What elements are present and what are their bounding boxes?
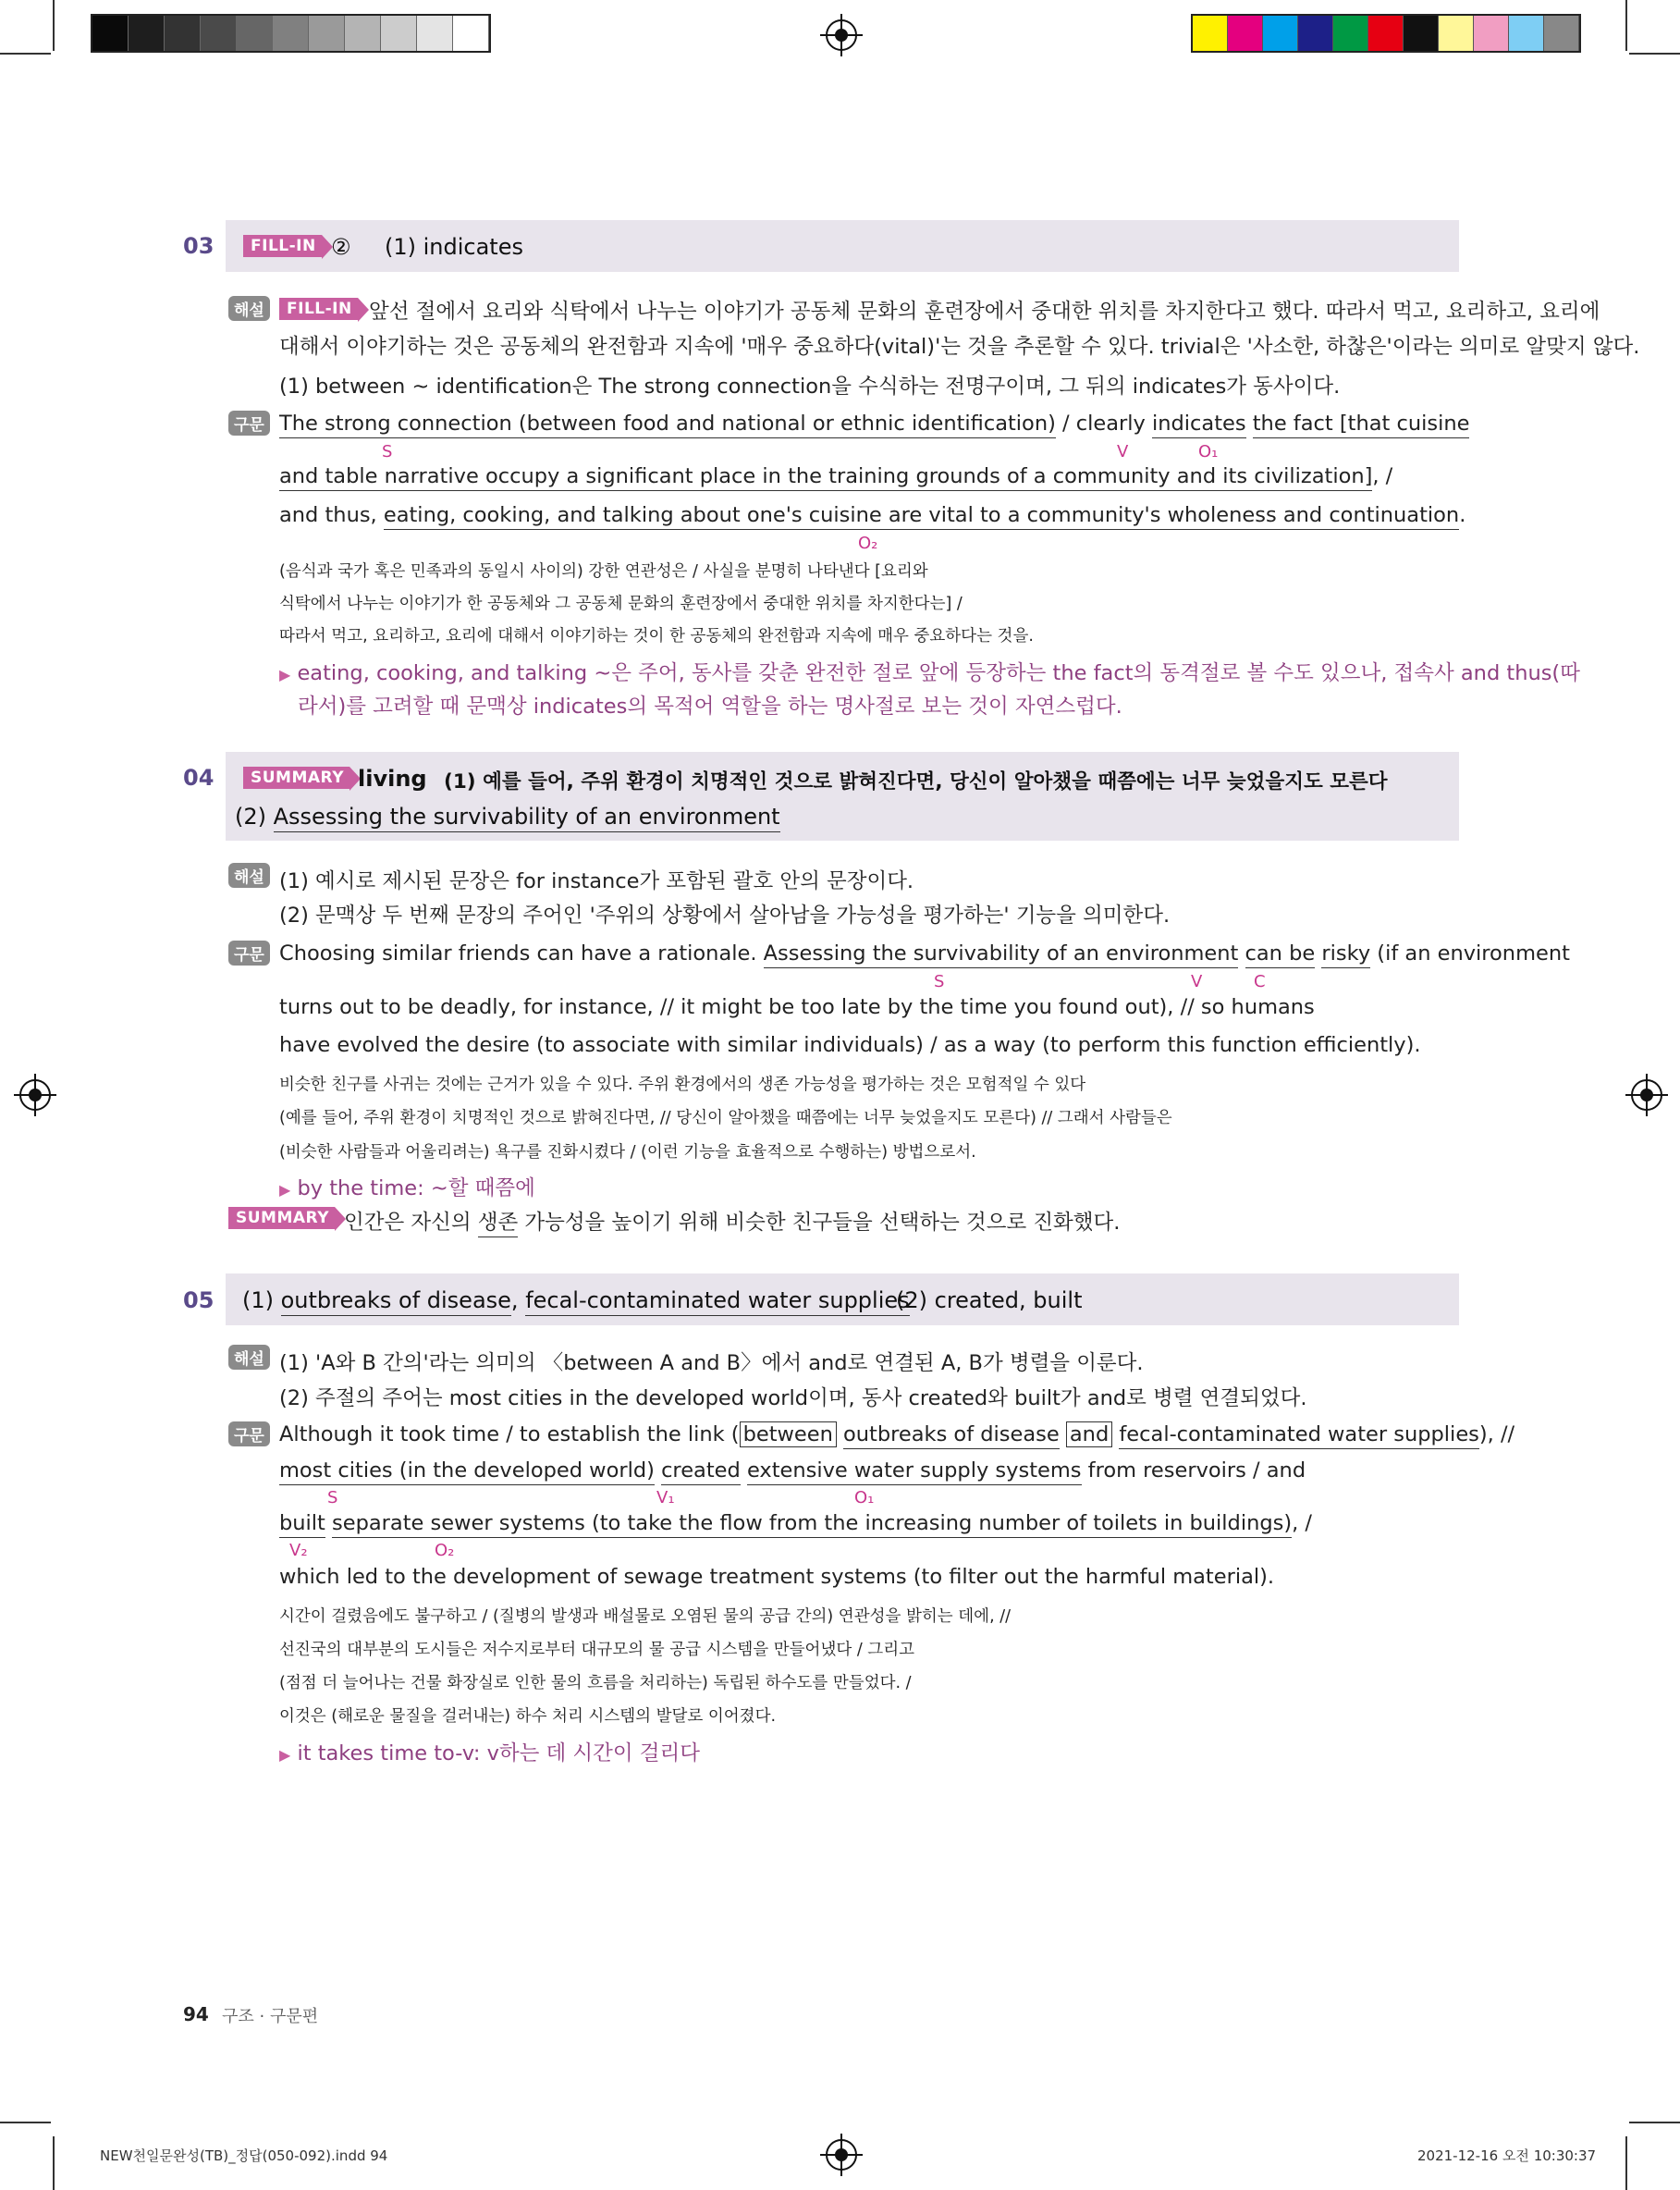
text-fragment: , / xyxy=(1292,1511,1313,1535)
explanation-line: (1) 예시로 제시된 문장은 for instance가 포함된 괄호 안의 문장이다. xyxy=(279,869,914,893)
crop-mark xyxy=(53,2136,55,2190)
translation-line: 선진국의 대부분의 도시들은 저수지로부터 대규모의 물 공급 시스템을 만들어냈다 / 그리고 xyxy=(279,1641,915,1659)
fill-in-tag: FILL-IN xyxy=(243,235,322,257)
object-phrase: and table narrative occupy a significant place in the training grounds of a community and its civilization] xyxy=(279,464,1372,491)
explanation-tag: 해설 xyxy=(228,1345,270,1370)
text-fragment xyxy=(1060,1422,1066,1446)
object-label: O₂ xyxy=(858,534,878,553)
text-fragment: . xyxy=(1459,503,1466,527)
grey-swatch xyxy=(201,16,237,51)
summary-tag: SUMMARY xyxy=(228,1207,335,1229)
answer-choice: ② xyxy=(331,234,351,260)
verb-label: V₂ xyxy=(289,1541,308,1560)
note-line xyxy=(279,657,1580,686)
text-fragment xyxy=(1238,941,1245,966)
subject-phrase: The strong connection (between food and national or ethnic identification) xyxy=(279,412,1056,438)
syntax-tag: 구문 xyxy=(228,941,270,966)
answer-text: (1) 예를 들어, 주위 환경이 치명적인 것으로 밝혀진다면, 당신이 알아챘을 때쯤에는 너무 늦었을지도 모른다 xyxy=(444,770,1388,794)
note-line xyxy=(279,1172,535,1201)
color-swatch xyxy=(1368,16,1404,51)
text-fragment xyxy=(837,1422,843,1446)
registration-mark-icon xyxy=(1631,1079,1662,1111)
answer-text xyxy=(235,804,780,830)
crop-mark xyxy=(1625,2136,1627,2190)
boxed-word: between xyxy=(740,1421,837,1447)
syntax-tag: 구문 xyxy=(228,411,270,436)
color-swatch xyxy=(1228,16,1263,51)
note-text: eating, cooking, and talking ~은 주어, 동사를 갖춘 완전한 절로 앞에 등장하는 the fact의 동격절로 볼 수도 있으나, 접속사 and thus(따 xyxy=(297,661,1580,685)
answer-text: (2) created, built xyxy=(896,1287,1083,1313)
text-fragment: and thus, xyxy=(279,503,384,527)
sentence-line xyxy=(279,941,1570,966)
text-fragment: (if an environment xyxy=(1370,941,1570,966)
answer-phrase: Assessing the survivability of an environment xyxy=(274,804,780,832)
grey-swatch xyxy=(237,16,273,51)
registration-mark-icon xyxy=(826,2139,857,2171)
translation-line: 비슷한 친구를 사귀는 것에는 근거가 있을 수 있다. 주위 환경에서의 생존 가능성을 평가하는 것은 모험적일 수 있다 xyxy=(279,1076,1086,1094)
question-number: 04 xyxy=(183,765,215,791)
registration-mark-icon xyxy=(19,1079,51,1111)
summary-line xyxy=(344,1206,1120,1236)
explanation-line: (1) between ~ identification은 The strong connection을 수식하는 전명구이며, 그 뒤의 indicates가 동사이다. xyxy=(279,375,1341,399)
note-line xyxy=(279,1737,700,1766)
text-fragment xyxy=(741,1458,747,1483)
text-fragment: from reservoirs / and xyxy=(1081,1458,1306,1483)
translation-line: (점점 더 늘어나는 건물 화장실로 인한 물의 흐름을 처리하는) 독립된 하수도를 만들었다. / xyxy=(279,1674,912,1692)
sentence-line xyxy=(279,412,1469,436)
object-label: O₁ xyxy=(854,1488,875,1507)
color-swatch xyxy=(1193,16,1228,51)
verb-phrase: built xyxy=(279,1511,325,1538)
summary-keyword: 생존 xyxy=(478,1211,518,1237)
text-fragment: ), // xyxy=(1478,1422,1515,1446)
parallel-phrase: fecal-contaminated water supplies xyxy=(1119,1422,1479,1449)
color-swatch xyxy=(1474,16,1509,51)
text-fragment: Although it took time / to establish the link ( xyxy=(279,1422,740,1446)
text-fragment: 가능성을 높이기 위해 비슷한 친구들을 선택하는 것으로 진화했다. xyxy=(518,1211,1121,1235)
fill-in-tag: FILL-IN xyxy=(279,298,358,320)
grey-swatch xyxy=(92,16,129,51)
answer-text: (1) indicates xyxy=(385,234,523,260)
object-label: O₁ xyxy=(1198,442,1219,461)
subject-phrase: most cities (in the developed world) xyxy=(279,1458,655,1485)
complement-phrase: risky xyxy=(1321,941,1370,968)
crop-mark xyxy=(1629,53,1680,55)
question-number: 03 xyxy=(183,233,215,259)
explanation-line: (2) 주절의 주어는 most cities in the developed world이며, 동사 created와 built가 and로 병렬 연결되었다. xyxy=(279,1386,1307,1410)
answer-text xyxy=(242,1287,910,1313)
print-date: 2021-12-16 오전 10:30:37 xyxy=(1417,2147,1597,2164)
grey-swatch xyxy=(417,16,453,51)
color-swatch xyxy=(1333,16,1368,51)
explanation-line: (1) 'A와 B 간의'라는 의미의 〈between A and B〉에서 and로 연결된 A, B가 병렬을 이룬다. xyxy=(279,1351,1144,1375)
explanation-tag: 해설 xyxy=(228,296,270,321)
text-fragment: , xyxy=(510,1287,526,1313)
explanation-line: 앞선 절에서 요리와 식탁에서 나누는 이야기가 공동체 문화의 훈련장에서 중대한 위치를 차지한다고 했다. 따라서 먹고, 요리하고, 요리에 xyxy=(369,300,1600,324)
text-fragment: 인간은 자신의 xyxy=(344,1211,478,1235)
explanation-line: (2) 문맥상 두 번째 문장의 주어인 '주위의 상황에서 살아남을 가능성을 평가하는' 기능을 의미한다. xyxy=(279,904,1171,928)
subject-phrase: Assessing the survivability of an environment xyxy=(764,941,1239,968)
answer-phrase: fecal-contaminated water supplies xyxy=(525,1287,909,1316)
verb-label: V₁ xyxy=(656,1488,675,1507)
sentence-line xyxy=(279,1422,1514,1446)
color-calibration-strip xyxy=(1191,14,1581,53)
sentence-line xyxy=(279,1458,1306,1483)
text-fragment xyxy=(325,1511,332,1535)
registration-mark-icon xyxy=(826,19,857,51)
grey-swatch xyxy=(273,16,309,51)
grey-swatch xyxy=(381,16,417,51)
sentence-line: which led to the development of sewage treatment systems (to filter out the harmful material). xyxy=(279,1565,1275,1589)
grey-swatch xyxy=(309,16,345,51)
translation-line: (음식과 국가 혹은 민족과의 동일시 사이의) 강한 연관성은 / 사실을 분명히 나타낸다 [요리와 xyxy=(279,562,928,581)
crop-mark xyxy=(53,0,55,51)
note-text: it takes time to-v: v하는 데 시간이 걸리다 xyxy=(297,1741,700,1766)
grey-swatch xyxy=(165,16,201,51)
complement-label: C xyxy=(1254,972,1266,991)
grey-calibration-strip xyxy=(91,14,491,53)
text-fragment: (1) xyxy=(242,1287,281,1313)
note-text: by the time: ~할 때쯤에 xyxy=(297,1176,535,1200)
text-fragment: (2) xyxy=(235,804,274,830)
verb-phrase: indicates xyxy=(1152,412,1246,438)
syntax-tag: 구문 xyxy=(228,1421,270,1446)
crop-mark xyxy=(1629,2122,1680,2123)
color-swatch xyxy=(1298,16,1333,51)
verb-phrase: can be xyxy=(1245,941,1316,968)
translation-line: (예를 들어, 주위 환경이 치명적인 것으로 밝혀진다면, // 당신이 알아챘을 때쯤에는 너무 늦었을지도 모른다) // 그래서 사람들은 xyxy=(279,1109,1172,1127)
grey-swatch xyxy=(345,16,381,51)
crop-mark xyxy=(1625,0,1627,51)
file-info: NEW천일문완성(TB)_정답(050-092).indd 94 xyxy=(100,2147,388,2164)
boxed-word: and xyxy=(1066,1421,1112,1447)
translation-line: (비슷한 사람들과 어울리려는) 욕구를 진화시켰다 / (이런 기능을 효율적으로 수행하는) 방법으로서. xyxy=(279,1143,976,1162)
answer-word: living xyxy=(358,766,427,792)
text-fragment xyxy=(655,1458,661,1483)
translation-line: 따라서 먹고, 요리하고, 요리에 대해서 이야기하는 것이 한 공동체의 완전함과 지속에 매우 중요하다는 것을. xyxy=(279,627,1034,646)
color-swatch xyxy=(1544,16,1579,51)
crop-mark xyxy=(0,53,51,55)
color-swatch xyxy=(1404,16,1439,51)
grey-swatch xyxy=(129,16,165,51)
grey-swatch xyxy=(453,16,489,51)
color-swatch xyxy=(1509,16,1544,51)
subject-label: S xyxy=(382,442,393,461)
text-fragment: / clearly xyxy=(1055,412,1152,436)
text-fragment xyxy=(1246,412,1253,436)
parallel-phrase: outbreaks of disease xyxy=(843,1422,1060,1449)
note-line: 라서)를 고려할 때 문맥상 indicates의 목적어 역할을 하는 명사절로 보는 것이 자연스럽다. xyxy=(298,695,1122,719)
verb-phrase: created xyxy=(661,1458,741,1485)
page-number: 94 xyxy=(183,2003,209,2025)
object-phrase: separate sewer systems (to take the flow from the increasing number of toilets in buildings) xyxy=(332,1511,1292,1538)
object-phrase: extensive water supply systems xyxy=(747,1458,1082,1485)
subject-label: S xyxy=(934,972,945,991)
question-number: 05 xyxy=(183,1287,215,1313)
text-fragment: , / xyxy=(1372,464,1393,488)
summary-tag: SUMMARY xyxy=(243,767,349,789)
sentence-line xyxy=(279,1511,1312,1535)
object-phrase: eating, cooking, and talking about one's cuisine are vital to a community's wholeness and continuation xyxy=(384,503,1459,530)
translation-line: 이것은 (해로운 물질을 걸러내는) 하수 처리 시스템의 발달로 이어졌다. xyxy=(279,1707,777,1726)
sentence-line xyxy=(279,503,1465,527)
subject-label: S xyxy=(327,1488,338,1507)
object-label: O₂ xyxy=(435,1541,455,1560)
page-section-label: 구조 · 구문편 xyxy=(222,2007,319,2026)
object-phrase: the fact [that cuisine xyxy=(1253,412,1470,438)
color-swatch xyxy=(1263,16,1298,51)
sentence-line: have evolved the desire (to associate with similar individuals) / as a way (to perform this function efficiently). xyxy=(279,1033,1421,1057)
color-swatch xyxy=(1439,16,1474,51)
verb-label: V xyxy=(1117,442,1129,461)
triangle-bullet-icon: ▶ xyxy=(279,1181,291,1199)
triangle-bullet-icon: ▶ xyxy=(279,666,291,683)
sentence-line xyxy=(279,464,1392,488)
translation-line: 시간이 걸렸음에도 불구하고 / (질병의 발생과 배설물로 오염된 물의 공급 간의) 연관성을 밝히는 데에, // xyxy=(279,1607,1011,1626)
explanation-line: 대해서 이야기하는 것은 공동체의 완전함과 지속에 '매우 중요하다(vital)'는 것을 추론할 수 있다. trivial은 '사소한, 하찮은'이라는 의미로 알맞지 않다. xyxy=(279,335,1640,359)
triangle-bullet-icon: ▶ xyxy=(279,1746,291,1764)
translation-line: 식탁에서 나누는 이야기가 한 공동체와 그 공동체 문화의 훈련장에서 중대한 위치를 차지한다는] / xyxy=(279,595,963,613)
explanation-tag: 해설 xyxy=(228,863,270,888)
answer-phrase: outbreaks of disease xyxy=(281,1287,511,1316)
text-fragment: Choosing similar friends can have a rationale. xyxy=(279,941,764,966)
crop-mark xyxy=(0,2122,51,2123)
sentence-line: turns out to be deadly, for instance, // it might be too late by the time you found out), // so humans xyxy=(279,995,1315,1019)
verb-label: V xyxy=(1191,972,1203,991)
